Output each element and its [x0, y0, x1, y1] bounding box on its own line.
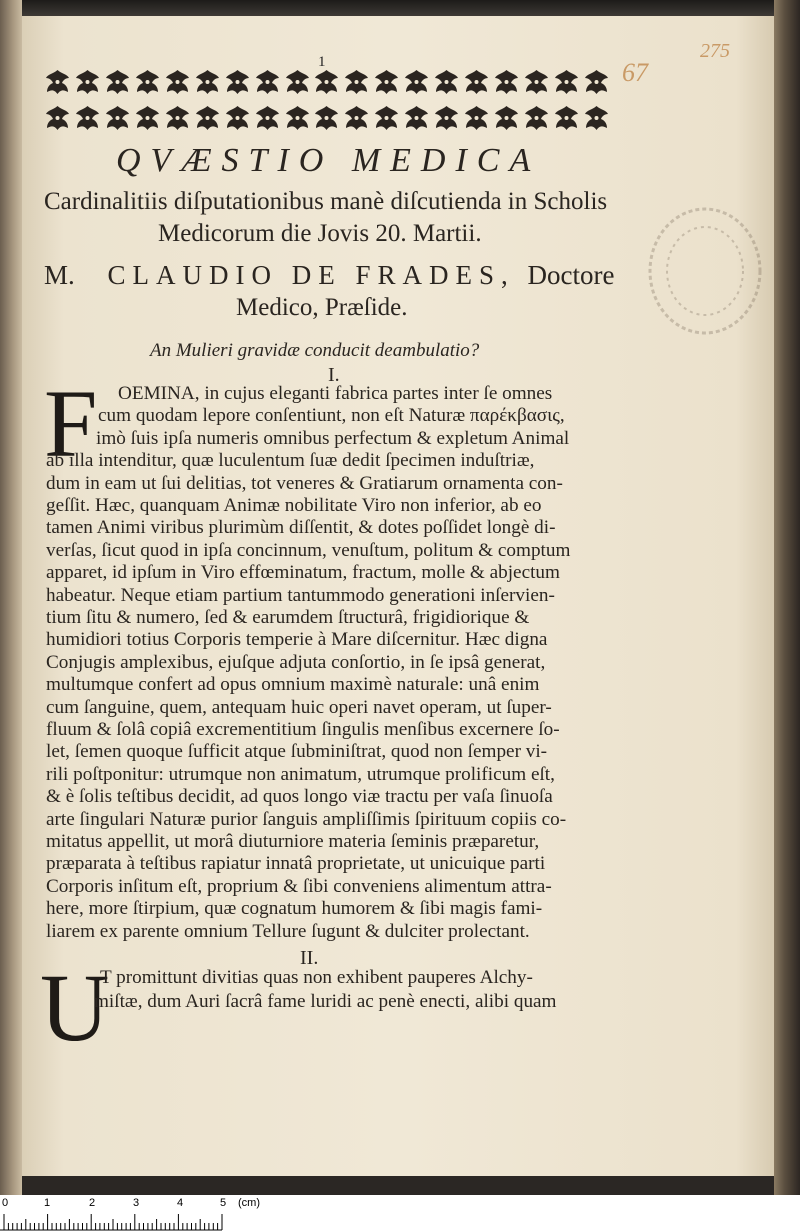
text-line: mitatus appellit, ut morâ diuturniore materia ſeminis præparetur,	[46, 831, 540, 852]
text-line: Conjugis amplexibus, ejuſque adjuta conſortio, in ſe ipsâ generat,	[46, 651, 546, 673]
ruler-label: 4	[177, 1197, 184, 1209]
fleuron-icon	[74, 68, 101, 96]
text-line: miſtæ, dum Auri ſacrâ fame luridi ac penè enecti, alibi quam	[94, 991, 557, 1012]
question-heading: An Mulieri gravidæ conducit deambulatio?	[150, 340, 480, 361]
fleuron-icon	[254, 68, 281, 96]
page-number: 1	[318, 54, 326, 70]
text-line: rili poſtponitur: utrumque non animatum, utrumque prolificum eſt,	[46, 763, 555, 785]
subtitle-line-2: Medicorum die Jovis 20. Martii.	[158, 220, 482, 247]
fleuron-icon	[553, 104, 580, 132]
fleuron-icon	[463, 104, 490, 132]
handwritten-side-number: 67	[622, 58, 648, 87]
fleuron-icon	[194, 104, 221, 132]
text-line: Corporis inſitum eſt, proprium & ſibi conveniens alimentum attra-	[46, 875, 552, 897]
fleuron-icon	[403, 104, 430, 132]
text-line: humidiori totius Corporis temperie à Mare diſcernitur. Hæc digna	[46, 629, 548, 651]
text-line: dum in eam ut ſui delitias, tot veneres & Gratiarum ornamenta con-	[46, 472, 563, 494]
text-line: here, more ſtirpium, quæ cognatum humorem & ſibi magis fami-	[46, 898, 543, 920]
fleuron-icon	[433, 68, 460, 96]
ruler-label: 3	[133, 1197, 140, 1209]
document-title: QVÆSTIO MEDICA	[116, 142, 541, 179]
fleuron-icon	[583, 104, 610, 132]
ruler-label: (cm)	[238, 1197, 260, 1209]
fleuron-icon	[164, 68, 191, 96]
presides-line	[44, 260, 615, 291]
dropcap-u: U	[40, 954, 110, 1061]
text-line: præparata à teſtibus rapiatur innatâ proprietate, ut unicuique parti	[46, 853, 546, 875]
ruler-label: 0	[2, 1197, 9, 1209]
fleuron-icon	[523, 68, 550, 96]
text-line: liarem ex parente omnium Tellure ſugunt & dulciter prolectant.	[46, 920, 530, 942]
presides-name: CLAUDIO DE FRADES,	[107, 260, 515, 290]
fleuron-icon	[343, 104, 370, 132]
fleuron-icon	[493, 104, 520, 132]
handwritten-folio-number: 275	[700, 40, 730, 62]
text-line: cum ſanguine, quem, antequam huic operi navet operam, ut ſuper-	[46, 696, 552, 718]
text-line: fluum & ſolâ copiâ excrementitium ſingulis menſibus excernere ſo-	[46, 719, 560, 740]
text-line: & è ſolis teſtibus decidit, ad quos longo viæ tractu per vaſa ſinuoſa	[46, 786, 553, 808]
fleuron-icon	[343, 68, 370, 96]
text-line: imò ſuis ipſa numeris omnibus perfectum & expletum Animal	[96, 427, 570, 449]
text-line: ab illa intenditur, quæ luculentum ſuæ dedit ſpecimen induſtriæ,	[46, 450, 535, 472]
text-line: multumque confert ad opus omnium maximè naturale: unâ enim	[46, 674, 540, 696]
text-line: cum quodam lepore conſentiunt, non eſt Naturæ παρέκβασις,	[98, 405, 565, 427]
ornament-row-bottom	[44, 104, 610, 132]
fleuron-icon	[463, 68, 490, 96]
presides-prefix: M.	[44, 260, 75, 290]
text-line: T promittunt divitias quas non exhibent pauperes Alchy-	[100, 967, 533, 988]
fleuron-icon	[164, 104, 191, 132]
ruler-ticks	[0, 1213, 225, 1231]
fleuron-icon	[284, 104, 311, 132]
subtitle-line-1: Cardinalitiis diſputationibus manè diſcutienda in Scholis	[44, 188, 608, 215]
text-line: tamen Animi viribus plurimùm diſſentit, & dotes poſſidet longè di-	[46, 517, 556, 539]
fleuron-icon	[493, 68, 520, 96]
ruler-label: 5	[220, 1197, 227, 1209]
text-line: arte ſingulari Naturæ purior ſanguis ampliſſimis ſpirituum copiis co-	[46, 808, 567, 830]
section-numeral-2: II.	[300, 947, 319, 969]
fleuron-icon	[254, 104, 281, 132]
text-line: verſas, ſicut quod in ipſa concinnum, venuſtum, politum & comptum	[46, 539, 571, 561]
fleuron-icon	[433, 104, 460, 132]
fleuron-icon	[224, 104, 251, 132]
ornament-row-top	[44, 68, 610, 96]
fleuron-icon	[403, 68, 430, 96]
presides-role-1: Doctore	[527, 260, 615, 290]
text-line: tium ſitu & numero, ſed & earumdem ſtructurâ, frigidiorique &	[46, 607, 530, 628]
fleuron-icon	[523, 104, 550, 132]
text-line: habeatur. Neque etiam partium tantummodo generationi inſervien-	[46, 584, 555, 606]
library-stamp-faint	[640, 196, 770, 346]
fleuron-icon	[553, 68, 580, 96]
fleuron-icon	[313, 68, 340, 96]
presides-role-2: Medico, Præſide.	[236, 294, 408, 321]
page-edge-right	[774, 0, 800, 1195]
fleuron-icon	[44, 68, 71, 96]
fleuron-icon	[373, 104, 400, 132]
ruler-label: 1	[44, 1197, 51, 1209]
ruler-labels	[0, 1195, 800, 1213]
fleuron-icon	[44, 104, 71, 132]
ruler-label: 2	[89, 1197, 96, 1209]
section-numeral-1: I.	[328, 364, 340, 386]
printers-ornament-band	[44, 68, 610, 132]
text-line: geſſit. Hæc, quanquam Animæ nobilitate Viro non inferior, ab eo	[46, 495, 542, 516]
fleuron-icon	[194, 68, 221, 96]
fleuron-icon	[104, 104, 131, 132]
fleuron-icon	[583, 68, 610, 96]
dropcap-f: F	[44, 370, 98, 477]
fleuron-icon	[224, 68, 251, 96]
fleuron-icon	[284, 68, 311, 96]
fleuron-icon	[134, 104, 161, 132]
text-line: OEMINA, in cujus eleganti fabrica partes inter ſe omnes	[118, 383, 553, 404]
fleuron-icon	[104, 68, 131, 96]
fleuron-icon	[74, 104, 101, 132]
text-line: let, ſemen quoque ſufficit atque ſubminiſtrat, quod non ſemper vi-	[46, 741, 548, 763]
fleuron-icon	[313, 104, 340, 132]
text-line: apparet, id ipſum in Viro effœminatum, fractum, molle & abjectum	[46, 562, 560, 584]
book-spine	[0, 0, 22, 1195]
fleuron-icon	[134, 68, 161, 96]
fleuron-icon	[373, 68, 400, 96]
